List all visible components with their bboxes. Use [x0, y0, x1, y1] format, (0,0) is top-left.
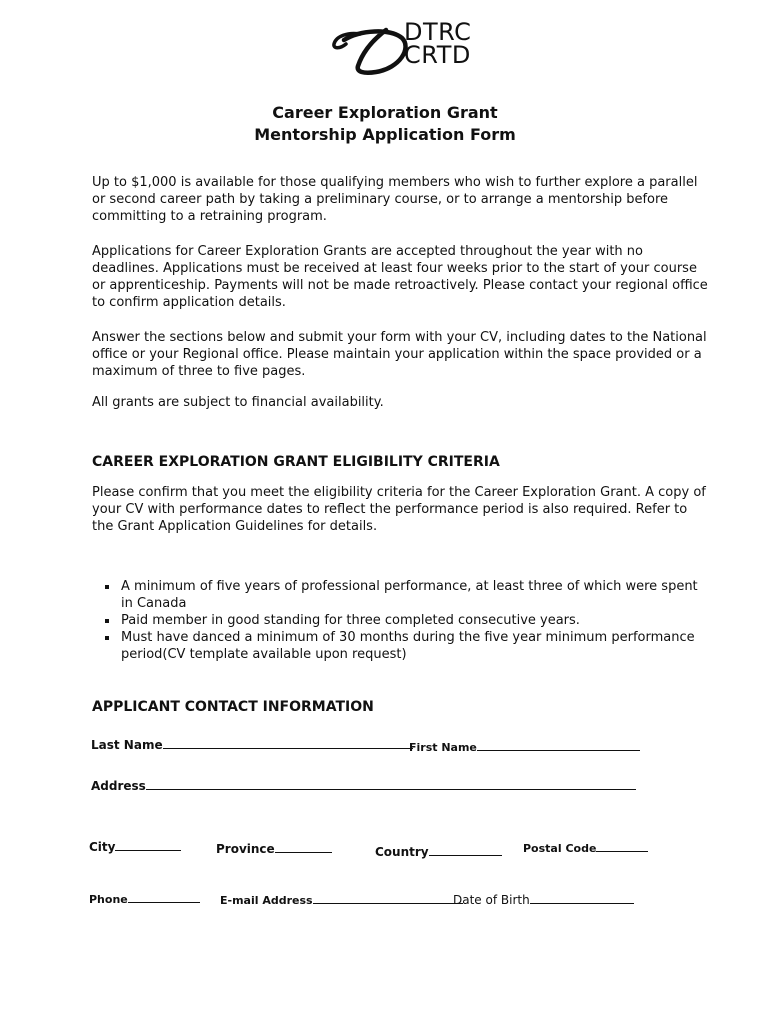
- dtrc-logo: [330, 18, 500, 78]
- city-input-line[interactable]: [115, 839, 181, 851]
- email-label: E-mail Address: [220, 894, 313, 907]
- email-field[interactable]: [220, 892, 463, 909]
- first-name-field[interactable]: [409, 739, 640, 756]
- postal-code-label: Postal Code: [523, 842, 597, 855]
- dob-input-line[interactable]: [530, 892, 634, 904]
- country-input-line[interactable]: [429, 844, 502, 856]
- country-label: Country: [375, 845, 429, 859]
- city-field[interactable]: [89, 839, 181, 855]
- phone-label: Phone: [89, 893, 128, 906]
- last-name-label: Last Name: [91, 738, 163, 752]
- province-label: Province: [216, 842, 275, 856]
- postal-code-input-line[interactable]: [596, 840, 648, 852]
- logo-line-1: DTRC: [404, 18, 472, 46]
- intro-paragraph-4: All grants are subject to financial availability.: [92, 395, 384, 410]
- intro-paragraph-1: Up to $1,000 is available for those qualifying members who wish to further explore a parallel or second career path by taking a preliminary course, or to arrange a mentorship before committing to a retraining program.: [92, 175, 698, 224]
- intro-paragraph-3: Answer the sections below and submit your form with your CV, including dates to the National office or your Regional office. Please maintain your application within the space provided or a maximum of three to five pages.: [92, 330, 707, 379]
- dtrc-logo-mark-icon: [330, 20, 410, 76]
- email-input-line[interactable]: [313, 892, 463, 904]
- criteria-item: A minimum of five years of professional performance, at least three of which were spent in Canada: [104, 578, 704, 612]
- last-name-field[interactable]: [91, 737, 413, 753]
- address-field[interactable]: [91, 778, 636, 794]
- city-label: City: [89, 840, 116, 854]
- contact-heading: APPLICANT CONTACT INFORMATION: [92, 699, 374, 715]
- logo-line-2: CRTD: [404, 41, 471, 69]
- criteria-item: Must have danced a minimum of 30 months during the five year minimum performance period(CV template available upon request): [104, 629, 704, 663]
- eligibility-heading: CAREER EXPLORATION GRANT ELIGIBILITY CRITERIA: [92, 454, 500, 470]
- logo-text: [404, 18, 472, 69]
- first-name-input-line[interactable]: [477, 739, 640, 751]
- phone-input-line[interactable]: [128, 891, 200, 903]
- dob-field[interactable]: [453, 892, 634, 908]
- page-title-line-1: Career Exploration Grant: [272, 103, 498, 122]
- phone-field[interactable]: [89, 891, 200, 908]
- intro-paragraph-2: Applications for Career Exploration Grants are accepted throughout the year with no deadlines. Applications must be received at least four weeks prior to the start of your course or apprenticeship. Payments will not be made retroactively. Please contact your regional office to confirm application details.: [92, 244, 708, 310]
- criteria-item: Paid member in good standing for three completed consecutive years.: [104, 612, 704, 629]
- country-field[interactable]: [375, 844, 502, 860]
- postal-code-field[interactable]: [523, 840, 648, 857]
- province-field[interactable]: [216, 841, 332, 857]
- dob-label: Date of Birth: [453, 893, 530, 907]
- last-name-input-line[interactable]: [163, 737, 413, 749]
- first-name-label: First Name: [409, 741, 477, 754]
- province-input-line[interactable]: [275, 841, 332, 853]
- page-title-line-2: Mentorship Application Form: [254, 125, 516, 144]
- address-input-line[interactable]: [146, 778, 636, 790]
- eligibility-criteria-list: [104, 578, 704, 663]
- address-label: Address: [91, 779, 146, 793]
- eligibility-text: Please confirm that you meet the eligibility criteria for the Career Exploration Grant. A copy of your CV with performance dates to reflect the performance period is also required. Refer to the Grant Application Guidelines for details.: [92, 485, 706, 534]
